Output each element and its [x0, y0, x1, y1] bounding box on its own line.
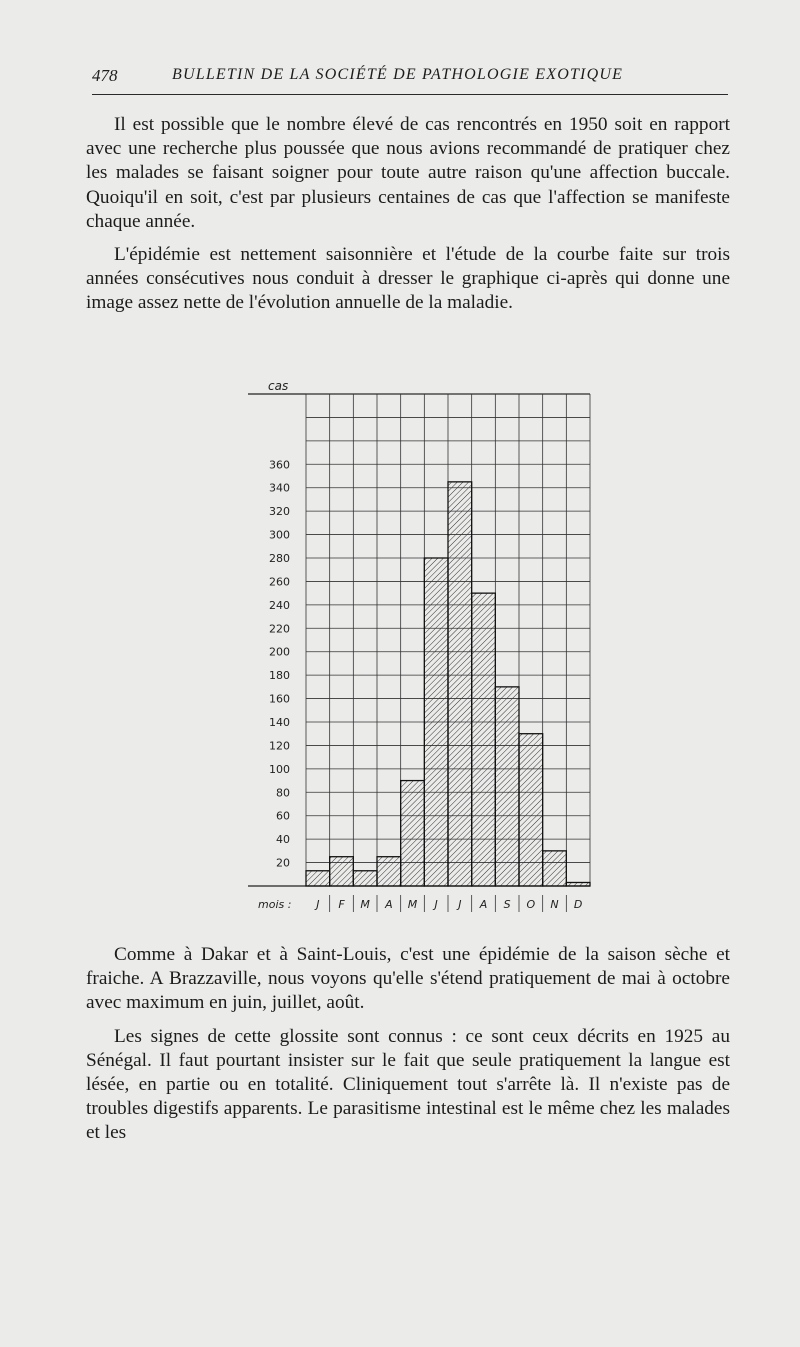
x-tick-label: A	[385, 898, 393, 911]
bar-j-6	[448, 482, 472, 886]
paragraph: Comme à Dakar et à Saint-Louis, c'est une épidémie de la saison sèche et fraiche. A Brazzaville, nous voyons qu'elle s'étend pratiquement de mai à octobre avec maximum en juin, juillet, août.	[86, 944, 730, 1014]
y-tick-label: 60	[276, 809, 290, 823]
bar-a-3	[377, 857, 401, 886]
x-tick-label: M	[407, 898, 418, 911]
x-tick-label: J	[458, 898, 462, 911]
y-tick-label: 200	[269, 645, 290, 659]
page-number: 478	[92, 66, 118, 85]
bar-j-0	[306, 871, 330, 886]
bar-n-10	[543, 851, 567, 886]
y-tick-label: 180	[269, 669, 290, 683]
y-tick-label: 160	[269, 692, 290, 706]
body-text-bottom	[86, 943, 730, 1146]
x-tick-label: F	[338, 898, 345, 911]
y-tick-label: 280	[269, 552, 290, 565]
y-tick-label: 80	[276, 786, 290, 800]
y-tick-label: 220	[269, 622, 290, 636]
chart-bars	[306, 482, 590, 886]
bar-o-9	[519, 734, 543, 886]
bar-d-11	[566, 882, 590, 886]
y-tick-label: 260	[269, 575, 290, 589]
y-axis-label: cas	[268, 379, 289, 393]
y-tick-label: 40	[276, 833, 290, 847]
bar-m-2	[353, 871, 377, 886]
running-title: BULLETIN DE LA SOCIÉTÉ DE PATHOLOGIE EXOTIQUE	[172, 66, 624, 83]
bar-j-5	[424, 558, 448, 886]
x-tick-label: J	[316, 898, 320, 911]
y-tick-label: 300	[269, 528, 290, 542]
y-tick-label: 240	[269, 598, 290, 612]
x-tick-label: S	[503, 898, 511, 911]
bar-s-8	[495, 687, 519, 886]
y-tick-label: 360	[269, 458, 290, 472]
y-tick-label: 320	[269, 505, 290, 519]
bar-a-7	[472, 593, 496, 886]
y-tick-label: 120	[269, 739, 290, 753]
x-tick-label: O	[526, 898, 536, 911]
bar-f-1	[330, 857, 354, 886]
paragraph: Il est possible que le nombre élevé de cas rencontrés en 1950 soit en rapport avec une recherche plus poussée que nous avions recommandé de pratiquer chez les malades se faisant soigner pour toute autre raison qu'une affection buccale. Quoiqu'il en soit, c'est par plusieurs centaines de cas que l'affection se manifeste chaque année.	[86, 114, 730, 232]
x-tick-label: M	[360, 898, 370, 911]
x-tick-label: D	[573, 898, 583, 911]
x-tick-label: N	[550, 898, 559, 911]
y-tick-label: 140	[269, 716, 290, 729]
bar-m-4	[401, 781, 425, 886]
y-tick-label: 20	[276, 856, 290, 870]
paragraph: L'épidémie est nettement saisonnière et l'étude de la courbe faite sur trois années consécutives nous conduit à dresser le graphique ci-après qui donne une image assez nette de l'évolution annuelle de la maladie.	[86, 244, 730, 314]
x-tick-label: A	[479, 898, 488, 911]
paragraph: Les signes de cette glossite sont connus : ce sont ceux décrits en 1925 au Sénégal. Il faut pourtant insister sur le fait que seule pratiquement la langue est lésée, en partie ou en totalité. Cliniquement tout s'arrête là. Il n'existe pas de troubles digestifs apparents. Le parasitisme intestinal est le même chez les malades et les	[86, 1025, 730, 1144]
x-tick-label: J	[434, 898, 438, 911]
y-tick-label: 340	[269, 481, 290, 495]
y-tick-label: 100	[269, 762, 290, 776]
x-axis-label: mois :	[258, 898, 292, 911]
